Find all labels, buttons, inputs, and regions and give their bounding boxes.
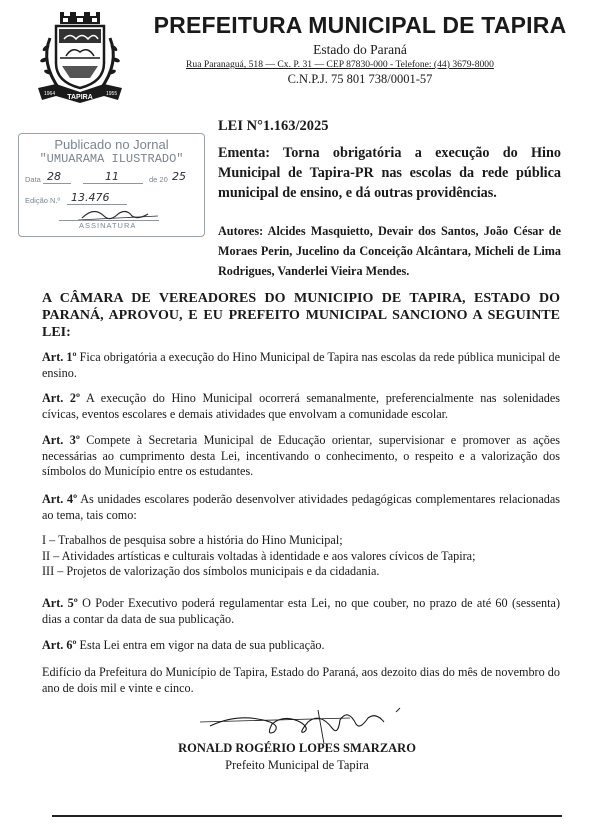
article-1 [42,350,560,381]
article-2-label: Art. 2º [42,391,81,405]
municipal-crest-logo [30,8,130,108]
article-3-text: Compete à Secretaria Municipal de Educação orientar, supervisionar e promover as ações necessárias ao cumprimento desta Lei, incentivando o conhecimento, o respeito e a valorização dos símbolos do Município entre os estudantes. [42,433,561,478]
signatory-title: Prefeito Municipal de Tapira [225,758,369,772]
article-6-text: Esta Lei entra em vigor na data de sua publicação. [76,638,325,652]
list-item: I – Trabalhos de pesquisa sobre a história do Hino Municipal; [42,533,343,547]
list-item: III – Projetos de valorização dos símbolos municipais e da cidadania. [42,564,380,578]
closing-paragraph: Edifício da Prefeitura do Município de Tapira, Estado do Paraná, aos dezoito dias do mês de novembro do ano de dois mil e vinte e cinco. [42,665,560,695]
article-1-label: Art. 1º [42,350,77,364]
law-ementa: Ementa: Torna obrigatória a execução do Hino Municipal de Tapira-PR nas escolas da rede pública municipal de ensino, e dá outras providências. [218,145,561,201]
publication-stamp [18,133,205,237]
header-state: Estado do Paraná [313,42,407,57]
law-authors: Autores: Alcides Masquietto, Devair dos Santos, João César de Moraes Perin, Jucelino da Conceição Alcântara, Micheli de Lima Rodrigues, Vanderlei Vieira Mendes. [218,224,561,278]
signatory-name: RONALD ROGÉRIO LOPES SMARZARO [178,741,416,755]
article-2-text: A execução do Hino Municipal ocorrerá semanalmente, preferencialmente nas solenidades cívicas, eventos escolares e demais atividades que envolvam a comunidade escolar. [42,391,560,421]
article-2 [42,391,560,422]
header-title: PREFEITURA MUNICIPAL DE TAPIRA [153,12,567,38]
article-4-label: Art. 4º [42,492,78,506]
law-number: LEI N°1.163/2025 [218,118,329,134]
header-address: Rua Paranaguá, 518 — Cx. P. 31 — CEP 87830-000 - Telefone: (44) 3679-8000 [186,59,494,70]
article-4-items [42,533,560,580]
article-6-label: Art. 6º [42,638,77,652]
article-3 [42,433,560,480]
footer-divider [52,815,562,817]
header-cnpj: C.N.P.J. 75 801 738/0001-57 [287,72,433,86]
stamp-date-label: Data [25,175,41,184]
article-5-label: Art. 5º [42,596,78,610]
article-1-text: Fica obrigatória a execução do Hino Municipal de Tapira nas escolas da rede pública municipal de ensino. [42,350,561,380]
stamp-signature-label: ASSINATURA [79,221,137,230]
article-4 [42,492,560,523]
stamp-line-1: Publicado no Jornal [54,137,169,152]
svg-text:1964: 1964 [44,91,56,97]
stamp-edition-label: Edição N.º [25,196,61,205]
article-5 [42,596,560,627]
article-5-text: O Poder Executivo poderá regulamentar esta Lei, no que couber, no prazo de até 60 (sessenta) dias a contar da data de sua publicação. [42,596,561,626]
law-preamble: A CÂMARA DE VEREADORES DO MUNICIPIO DE TAPIRA, ESTADO DO PARANÁ, APROVOU, E EU PREFEITO MUNICIPAL SANCIONO A SEGUINTE LEI: [42,291,560,340]
article-6 [42,638,560,654]
list-item: II – Atividades artísticas e culturais voltadas à identidade e aos valores cívicos de Tapira; [42,548,476,563]
article-3-label: Art. 3º [42,433,80,447]
svg-text:TAPIRA: TAPIRA [67,94,93,101]
stamp-date-year-prefix: de 20 [149,175,168,184]
stamp-date-year: 25 [172,170,186,183]
stamp-edition-number: 13.476 [71,191,110,204]
stamp-line-2: "UMUARAMA ILUSTRADO" [39,152,184,166]
stamp-date-month: 11 [105,170,119,183]
svg-text:1955: 1955 [106,91,118,97]
article-4-text: As unidades escolares poderão desenvolver atividades pedagógicas complementares relacionadas ao tema, tais como: [42,492,560,522]
stamp-date-day: 28 [47,170,61,183]
